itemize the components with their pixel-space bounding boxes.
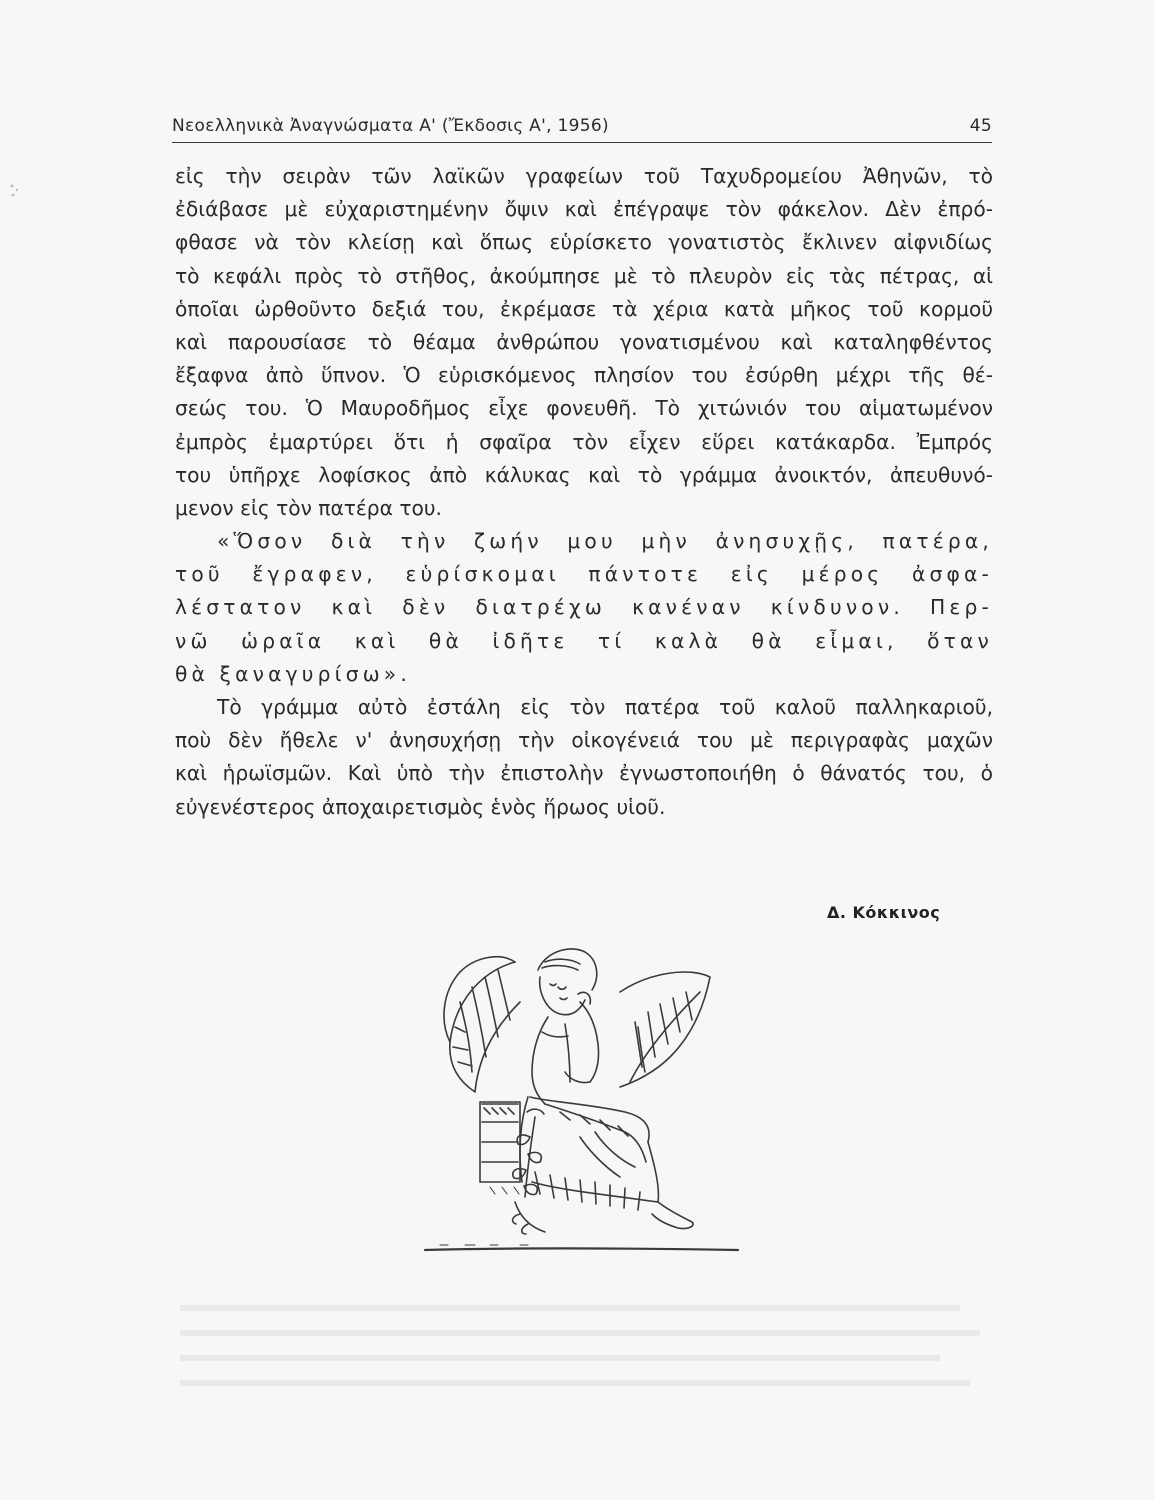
text-line-content: ἐμπρὸς ἐμαρτύρει ὅτι ἡ σφαῖρα τὸν εἶχεν εὕρει κατάκαρδα. Ἐμπρός xyxy=(175,429,993,454)
text-line-content: εἰς τὴν σειρὰν τῶν λαϊκῶν γραφείων τοῦ Ταχυδρομείου Ἀθηνῶν, τὸ xyxy=(175,164,993,188)
text-line-content: καὶ ἡρωϊσμῶν. Καὶ ὑπὸ τὴν ἐπιστολὴν ἐγνωστοποιήθη ὁ θάνατός του, ὁ xyxy=(175,761,993,786)
letter-line xyxy=(175,525,993,558)
letter-line xyxy=(175,658,993,691)
text-line xyxy=(175,791,993,824)
text-line xyxy=(175,492,993,525)
main-text xyxy=(175,160,993,824)
text-line-content: ποὺ δὲν ἤθελε ν' ἀνησυχήσῃ τὴν οἰκογένειά του μὲ περιγραφὰς μαχῶν xyxy=(175,728,993,753)
text-line-content: ὁποῖαι ὠρθοῦντο δεξιά του, ἐκρέμασε τὰ χέρια κατὰ μῆκος τοῦ κορμοῦ xyxy=(175,296,993,321)
text-line xyxy=(175,757,993,790)
letter-line-content: τοῦ ἔγραφεν, εὑρίσκομαι πάντοτε εἰς μέρος ἀσφα- xyxy=(175,562,993,587)
text-line-content: μενον εἰς τὸν πατέρα του. xyxy=(175,495,442,520)
author-signature: Δ. Κόκκινος xyxy=(827,903,941,922)
text-line-content: καὶ παρουσίασε τὸ θέαμα ἀνθρώπου γονατισμένου καὶ καταληφθέντος xyxy=(175,329,993,354)
print-speck-icon xyxy=(8,182,22,200)
text-line-content: του ὑπῆρχε λοφίσκος ἀπὸ κάλυκας καὶ τὸ γράμμα ἀνοικτόν, ἀπευθυνό- xyxy=(175,462,993,487)
text-line xyxy=(175,160,993,193)
text-line xyxy=(175,426,993,459)
text-line xyxy=(175,226,993,259)
letter-line-content: λέστατον καὶ δὲν διατρέχω κανέναν κίνδυνον. Περ- xyxy=(175,595,993,620)
text-line-content: εὐγενέστερος ἀποχαιρετισμὸς ἑνὸς ἥρωος υἱοῦ. xyxy=(175,794,666,819)
letter-line xyxy=(175,591,993,624)
text-line xyxy=(175,359,993,392)
letter-line xyxy=(175,625,993,658)
letter-line-content: «Ὅσον διὰ τὴν ζωήν μου μὴν ἀνησυχῇς, πατέρα, xyxy=(217,529,993,554)
text-line-content: ἐδιάβασε μὲ εὐχαριστημένην ὄψιν καὶ ἐπέγραψε τὸν φάκελον. Δὲν ἐπρό- xyxy=(175,197,993,222)
text-line xyxy=(175,326,993,359)
text-line xyxy=(175,193,993,226)
page-number: 45 xyxy=(969,116,992,136)
text-line-content: τὸ κεφάλι πρὸς τὸ στῆθος, ἀκούμπησε μὲ τὸ πλευρὸν εἰς τὰς πέτρας, αἱ xyxy=(175,263,993,288)
text-line-content: σεώς του. Ὁ Μαυροδῆμος εἶχε φονευθῆ. Τὸ χιτώνιόν του αἱματωμένον xyxy=(175,396,993,421)
mourning-angel-icon xyxy=(420,932,750,1262)
text-line xyxy=(175,459,993,492)
letter-line-content: νῶ ὡραῖα καὶ θὰ ἰδῆτε τί καλὰ θὰ εἶμαι, ὅταν xyxy=(175,628,993,653)
text-line xyxy=(175,293,993,326)
running-title: Νεοελληνικὰ Ἀναγνώσματα Α' (Ἔκδοσις Α', 1956) xyxy=(172,116,609,136)
text-line xyxy=(175,392,993,425)
letter-line-content: θὰ ξαναγυρίσω». xyxy=(175,661,411,686)
letter-line xyxy=(175,558,993,591)
text-line xyxy=(175,724,993,757)
text-line xyxy=(175,260,993,293)
text-line-content: φθασε νὰ τὸν κλείσῃ καὶ ὅπως εὑρίσκετο γονατιστὸς ἔκλινεν αἰφνιδίως xyxy=(175,230,993,255)
text-line-content: Τὸ γράμμα αὐτὸ ἐστάλη εἰς τὸν πατέρα τοῦ καλοῦ παλληκαριοῦ, xyxy=(217,695,993,719)
running-header xyxy=(172,112,992,143)
text-line-content: ἔξαφνα ἀπὸ ὕπνον. Ὁ εὑρισκόμενος πλησίον του ἐσύρθη μέχρι τῆς θέ- xyxy=(175,363,993,388)
text-line xyxy=(175,691,993,724)
bleed-through-texture xyxy=(180,1300,980,1390)
